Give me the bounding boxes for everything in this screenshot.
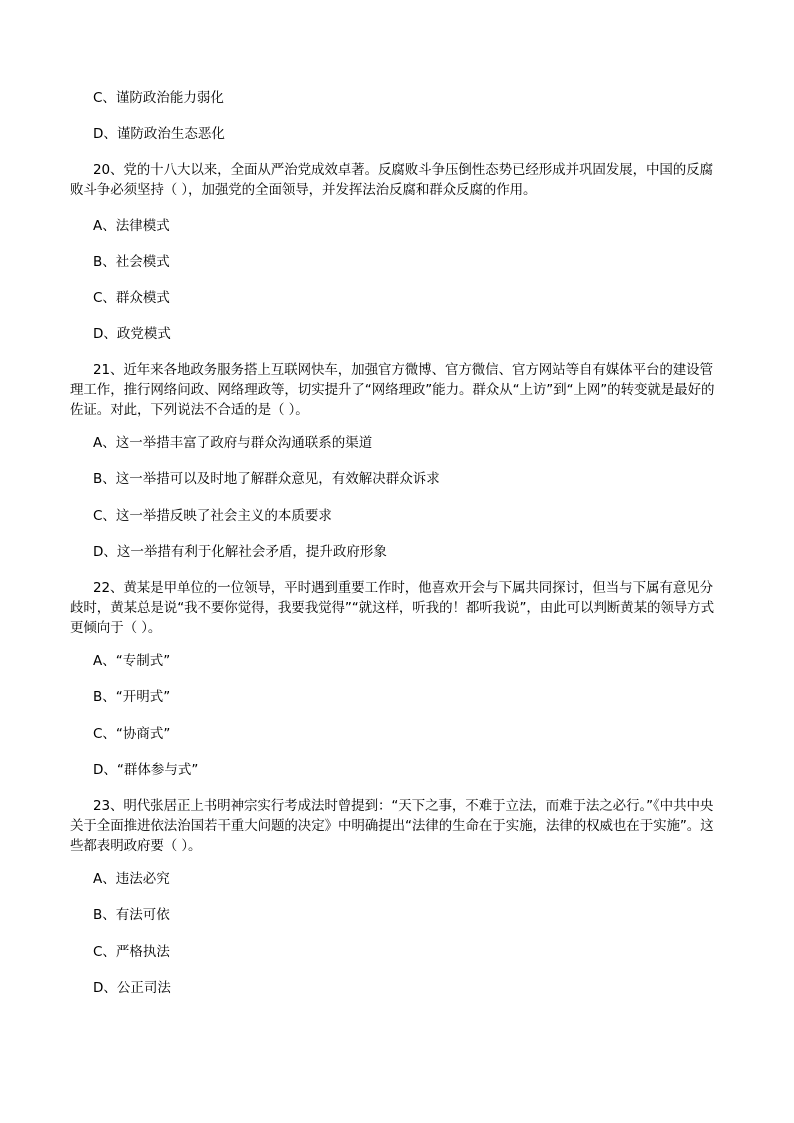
option-a-q21: A、这一举措丰富了政府与群众沟通联系的渠道 bbox=[93, 435, 373, 451]
option-c-q19: C、谨防政治能力弱化 bbox=[93, 90, 224, 106]
question-23: 23、明代张居正上书明神宗实行考成法时曾提到：“天下之事，不难于立法，而难于法之必行。”《中共中央关于全面推进依法治国若干重大问题的决定》中明确提出“法律的生命在于实施，法律的权威也在于实施”。这些都表明政府要（ ）。 bbox=[70, 798, 714, 854]
option-a-q20: A、法律模式 bbox=[93, 218, 170, 234]
question-22: 22、黄某是甲单位的一位领导，平时遇到重要工作时，他喜欢开会与下属共同探讨，但当与下属有意见分歧时，黄某总是说“我不要你觉得，我要我觉得”“就这样，听我的！都听我说”，由此可以判断黄某的领导方式更倾向于（ ）。 bbox=[70, 580, 714, 636]
option-d-q23: D、公正司法 bbox=[93, 980, 171, 996]
option-b-q22: B、“开明式” bbox=[93, 689, 171, 705]
option-d-q22: D、“群体参与式” bbox=[93, 762, 199, 778]
option-b-q21: B、这一举措可以及时地了解群众意见，有效解决群众诉求 bbox=[93, 471, 440, 487]
option-a-q22: A、“专制式” bbox=[93, 653, 171, 669]
option-c-q21: C、这一举措反映了社会主义的本质要求 bbox=[93, 508, 332, 524]
option-a-q23: A、违法必究 bbox=[93, 871, 170, 887]
question-20: 20、党的十八大以来，全面从严治党成效卓著。反腐败斗争压倒性态势已经形成并巩固发展，中国的反腐败斗争必须坚持（ ），加强党的全面领导，并发挥法治反腐和群众反腐的作用。 bbox=[70, 162, 713, 198]
option-c-q22: C、“协商式” bbox=[93, 726, 171, 742]
option-d-q19: D、谨防政治生态恶化 bbox=[93, 126, 225, 142]
option-d-q20: D、政党模式 bbox=[93, 326, 171, 342]
option-b-q20: B、社会模式 bbox=[93, 254, 170, 270]
option-c-q20: C、群众模式 bbox=[93, 290, 170, 306]
option-b-q23: B、有法可依 bbox=[93, 907, 170, 923]
question-21: 21、近年来各地政务服务搭上互联网快车，加强官方微博、官方微信、官方网站等自有媒体平台的建设管理工作，推行网络问政、网络理政等，切实提升了“网络理政”能力。群众从“上访”到“上网”的转变就是最好的佐证。对此，下列说法不合适的是（ ）。 bbox=[70, 362, 715, 418]
option-c-q23: C、严格执法 bbox=[93, 944, 170, 960]
option-d-q21: D、这一举措有利于化解社会矛盾，提升政府形象 bbox=[93, 544, 387, 560]
